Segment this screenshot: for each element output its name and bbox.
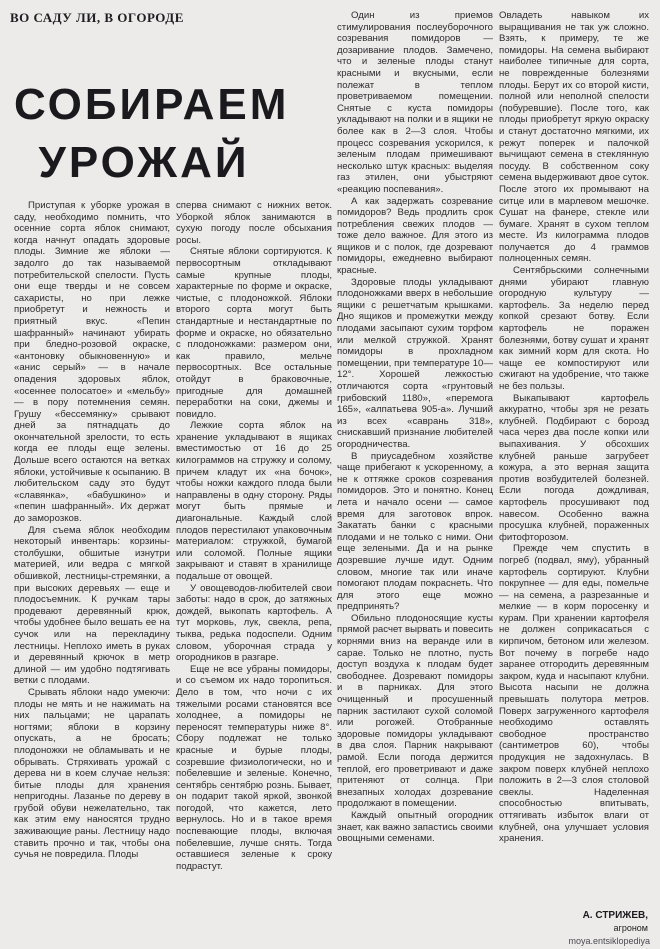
- paragraph: сперва снимают с нижних веток. Уборкой яблок занимаются в сухую погоду после обсыхания росы.: [176, 200, 332, 246]
- paragraph: Каждый опытный огородник знает, как важно запастись своими овощными семенами.: [337, 809, 493, 845]
- paragraph: У овощеводов-любителей свои заботы: надо в срок, до затяжных дождей, выкопать картофель. А тут морковь, лук, свекла, репа, тыква, редька подоспели. Одним словом, уборочная страда у огородников в разгаре.: [176, 582, 332, 664]
- text-column-3: [337, 10, 493, 940]
- text-column-2: [176, 200, 332, 940]
- paragraph: Еще не все убраны помидоры, и со съемом их надо торопиться. Дело в том, что ночи с их тяжелыми росами становятся все холоднее, а помидоры не переносят температуры ниже 8°. Сбору подлежат не только красные и бурые плоды, созревшие физиологически, но и побелевшие и зеленые. Конечно, сентябрь сентябрю рознь. Бывает, он подарит такой яркой, звонкой погодой, что кажется, лето вернулось. Но и в такое время поспевающие плоды, включая побелевшие, лучше снять. Тогда оставшиеся зеленые к сроку подрастут.: [176, 663, 332, 872]
- paragraph: В приусадебном хозяйстве чаще прибегают к ускоренному, а не к оттяжке сроков созревания помидоров. Это и понятно. Конец лета и начало осени — самое время для заготовок впрок. Закатать банки с красными плодами и не только с ними. Они еще зелеными. Да и на рынке дозревшие лучше идут. Одним словом, многие так или иначе помогают плодам покраснеть. Что для этого еще можно предпринять?: [337, 450, 493, 613]
- paragraph: Сентябрьскими солнечными днями убирают главную огородную культуру — картофель. За неделю перед копкой срезают ботву. Если картофель не поражен болезнями, ботву сушат и хранят как зимний корм для скота. Но чаще ее компостируют или сжигают на удобрение, что также не без пользы.: [499, 265, 649, 392]
- paragraph: Срывать яблоки надо умеючи: плоды не мять и не нажимать на них пальцами; не царапать ногтями; яблоки в корзину опускать, а не бросать; плодоножки не обламывать и не обрывать. Стряхивать урожай с дерева ни в коем случае нельзя: битые плоды для хранения непригодны. Лазанье по дереву в грубой обуви нежелательно, так как этим ему наносятся трудно заживающие раны. Лестницу надо ставить прочно и так, чтобы она сучья не повредила. Плоды: [14, 686, 170, 861]
- paragraph: А как задержать созревание помидоров? Ведь продлить срок потребления свежих плодов — тоже дело важное. Для этого из ящиков и с полок, где дозревают помидоры, ежедневно выбирают красные.: [337, 195, 493, 277]
- author-signature: А. СТРИЖЕВ,: [582, 910, 648, 921]
- paragraph: Один из приемов стимулирования послеуборочного созревания помидоров — дозаривание плодов. Замечено, что и зеленые плоды станут красными и вкусными, если полежат в теплом проветриваемом помещении. Снятые с куста помидоры укладывают на полки и в ящики не более как в 2—3 слоя. Чтобы процесс созревания ускорился, к зеленым плодам примешивают несколько штук красных: выделяя газ этилен, они убыстряют «реакцию поспевания».: [337, 10, 493, 195]
- author-role: агроном: [613, 923, 648, 933]
- paragraph: Для съема яблок необходим некоторый инвентарь: корзины-столбушки, обшитые изнутри материей, или ведра с мягкой обшивкой, лестницы-стремянки, а при высоких деревьях — еще и плодосъемник. К ручкам тары продевают деревянный крюк, чтобы удобнее было вешать ее на сучок или на перекладину лестницы. Неплохо иметь в руках и деревянный крючок в метр длиной — им удобно подтягивать ветки с плодами.: [14, 524, 170, 687]
- text-column-1: [14, 200, 170, 940]
- paragraph: Снятые яблоки сортируются. К первосортным откладывают самые крупные плоды, характерные по форме и окраске, чистые, с плодоножкой. Яблоки второго сорта могут быть стандартные и нестандартные по форме и окраске, но обязательно с плодоножками: размером они, как правило, мельче первосортных. Все остальные отойдут в браковочные, пригодные для домашней переработки на соки, джемы и повидло.: [176, 246, 332, 420]
- paragraph: Выкапывают картофель аккуратно, чтобы зря не резать клубней. Подбирают с борозд часа через два после копки или выпахивания. У обсохших клубней раньше загрубеет кожура, а это верная защита против возбудителей болезней. Если погода дождливая, картофель просушивают под навесом. Особенно важна просушка клубней, пораженных фитофторозом.: [499, 392, 649, 543]
- text-column-4: [499, 10, 649, 905]
- paragraph: Лежкие сорта яблок на хранение укладывают в ящиках вместимостью от 16 до 25 килограммов на стружку и солому, причем кладут их «на бочок», чтобы ножки каждого плода были направлены в одну сторону. Ряды могут быть прямые и диагональные. Каждый слой плодов перестилают упаковочным материалом: стружкой, бумагой или соломой. Полные ящики закрывают и ставят в хранилище подальше от овощей.: [176, 420, 332, 582]
- article-title-line-1: СОБИРАЕМ: [14, 80, 290, 129]
- section-rubric: ВО САДУ ЛИ, В ОГОРОДЕ: [10, 10, 184, 25]
- site-watermark: moya.entsiklopediya: [568, 936, 650, 946]
- paragraph: Обильно плодоносящие кусты прямой расчет вырвать и повесить корнями вниз на веранде или в сарае. Только не плотно, пусть доступ воздуха к плодам будет свободнее. Дозревают помидоры и в парниках. Для этого очищенный и просушенный парник застилают сухой соломой или рогожей. Отобранные здоровые помидоры укладывают в два слоя. Парник накрывают рамой. Если погода держится теплой, его проветривают и даже притеняют от солнца. При внезапных холодах дозревание продолжают в помещении.: [337, 612, 493, 810]
- paragraph: Прежде чем спустить в погреб (подвал, яму), убранный картофель сортируют. Клубни покрупнее — для еды, помельче — на семена, а разрезанные и мелкие — в корм поросенку и курам. При хранении картофеля не должен соприкасаться с кирпичом, бетоном или железом. Вот почему в погребе надо заранее отгородить деревянным закром, куда и насыпают клубни. Высота насыпи не должна превышать полутора метров. Поверх загруженного картофеля необходимо оставлять свободное пространство (сантиметров 60), чтобы продукция не задохнулась. В закром поверх клубней неплохо положить в 2—3 слоя столовой свеклы. Наделенная способностью впитывать, оттягивать избыток влаги от клубней, она улучшает условия хранения.: [499, 543, 649, 845]
- paragraph: Овладеть навыком их выращивания не так уж сложно. Взять, к примеру, те же помидоры. На семена выбирают наиболее типичные для сорта, не поврежденные болезнями плоды. Берут их со второй кисти, полной или неполной спелости (побуревшие). После того, как плоды приобретут яркую окраску и станут достаточно мягкими, их режут поперек и палочкой вычищают семена в стеклянную посуду. В собственном соку семена выдерживают двое суток. После этого их промывают на ситце или в марлевом мешочке. Сушат на фанере, стекле или бумаге. Хранят в сухом теплом месте. Из килограмма плодов получается до 4 граммов полноценных семян.: [499, 10, 649, 265]
- article-title-line-2: УРОЖАЙ: [38, 138, 250, 187]
- paragraph: Здоровые плоды укладывают плодоножками вверх в небольшие ящики с решетчатым крышками. Дно ящиков и промежутки между плодами засыпают сухим торфом или мелкой стружкой. Хранят помидоры в прохладном помещении, при температуре 10—12°. Хорошей лежкостью отличаются сорта «грунтовый грибовский 1180», «перемога 165», «алпатьева 905-а». Лучший из всех «саврань 318», снискавший признание любителей огородничества.: [337, 276, 493, 450]
- paragraph: Приступая к уборке урожая в саду, необходимо помнить, что осенние сорта яблок снимают, когда начнут опадать здоровые плоды. Зимние же яблоки — задолго до так называемой потребительской спелости. Пусть они еще тверды и не совсем сахаристы, но при лежке приобретут и нежность и приятный вкус. «Пепин шафранный» начинают убирать при бледно-розовой окраске, «антоновку обыкновенную» и «анис серый» — в начале опадения здоровых яблок, «осеннее полосатое» и «мельбу» — в пору потемнения семян. Грушу «бессемянку» срывают дней за пятнадцать до окончательной зрелости, то есть когда ее плоды еще зелены. Дольше всего остаются на ветках яблоки, устойчивые к осыпанию. В любительском саду это будут «славянка», «бабушкино» и «пепин шафранный». Их держат до заморозков.: [14, 200, 170, 525]
